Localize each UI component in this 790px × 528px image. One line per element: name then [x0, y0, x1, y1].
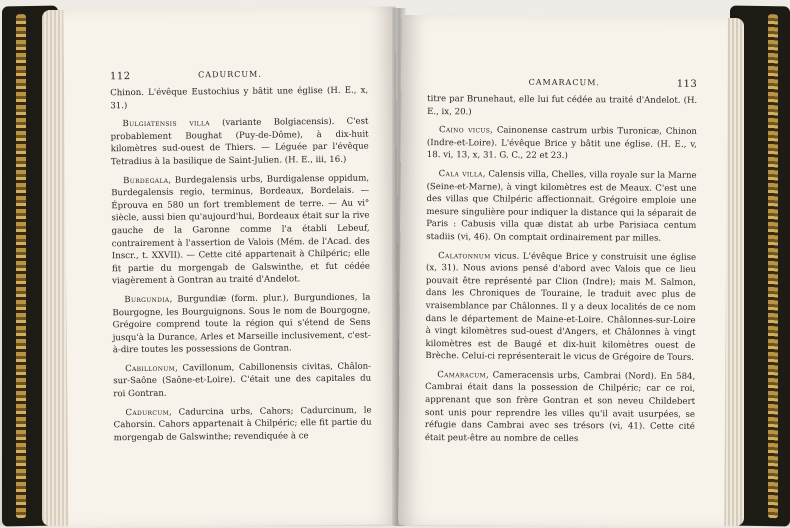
- left-page: [63, 6, 400, 527]
- paragraph: Calatonnum vicus. L'évêque Brice y construisit une église (x, 31). Nous avions pensé d'abord avec Valois que ce lieu pouvait être représenté par Clion (Indre); mais M. Salmon, dans les Chroniques de Touraine, le traduit avec plus de vraisemblance par Châlonnes. Il y a deux localités de ce nom dans le département de Maine-et-Loire. Châlonnes-sur-Loire à vingt kilomètres sud-ouest d'Angers, et Châlonnes à vingt kilomètres est de Baugé et dix-huit kilomètres ouest de Brèche. Celui-ci représenterait le vicus de Grégoire de Tours.: [425, 250, 697, 364]
- gilt-ornament-left: [16, 14, 26, 518]
- left-page-text: [64, 82, 400, 445]
- right-page: [398, 15, 728, 527]
- paragraph: Burdegala, Burdegalensis urbs, Burdigalense oppidum, Burdegalensis regio, terminus, Bordeaux, Bordelais. — Éprouva en 580 un fort tremblement de terre. — Au vi° siècle, aussi bien qu'aujourd'hui, Bordeaux était sur la rive gauche de la Garonne comme l'a établi Lebeuf, contrairement à l'assertion de Valois (Mém. de l'Acad. des Inscr., t. XXVII). — Cette cité appartenait à Chilpéric; elle fit partie du morgengab de Galswinthe, et fut cédée viagèrement à Gontran au traité d'Andelot.: [111, 173, 371, 287]
- paragraph: Chinon. L'évêque Eustochius y bâtit une église (H. E., x, 31.): [110, 85, 369, 111]
- paragraph: Bulgiatensis villa (variante Bolgiacensis). C'est probablement Boughat (Puy-de-Dôme), à dix-huit kilomètres sud-ouest de Thiers. — Léguée par l'évêque Tetradius à la basilique de Saint-Julien. (H. E., iii, 16.): [110, 116, 369, 168]
- right-page-text: [399, 91, 727, 447]
- paragraph: titre par Brunehaut, elle lui fut cédée au traité d'Andelot. (H. E., ix, 20.): [427, 94, 698, 117]
- right-page-number: 113: [676, 78, 698, 90]
- paragraph: Cadurcum, Cadurcina urbs, Cahors; Cadurcinum, le Cahorsin. Cahors appartenait à Chilpéric; elle fit partie du morgengab de Galswinthe; revendiquée à ce: [113, 405, 372, 444]
- gilt-ornament-right: [768, 14, 778, 518]
- paragraph: Cabillonum, Cavillonum, Cabillonensis civitas, Châlon-sur-Saône (Saône-et-Loire). C'était une des capitales du roi Gontran.: [113, 361, 372, 400]
- right-head-title: CAMARACUM.: [528, 77, 600, 88]
- paragraph: Caino vicus, Cainonense castrum urbis Turonicæ, Chinon (Indre-et-Loire). L'évêque Brice y bâtit une église. (H. E., v, 18. vi, 13, x, 31. G. C., 22 et 23.): [426, 125, 697, 162]
- right-running-head: [401, 77, 727, 93]
- paragraph: Camaracum, Cameracensis urbs, Cambrai (Nord). En 584, Cambrai était dans la possession de Chilpéric; car ce roi, apprenant que son frère Gontran et son neveu Childebert sont unis pour reprendre les villes qu'il avait usurpées, se réfugie dans Cambrai avec ses trésors (vi, 41). Cette cité était peut-être au nombre de celles: [424, 369, 696, 444]
- left-head-title: CADURCUM.: [198, 69, 262, 80]
- paragraph: Burgundia, Burgundiæ (form. plur.), Burgundiones, la Bourgogne, les Bourguignons. Sous le nom de Bourgogne, Grégoire comprend toute la région qui s'étend de Sens jusqu'à la Durance, Arles et Marseille inclusivement, c'est-à-dire toutes les possessions de Gontran.: [112, 292, 371, 356]
- paragraph: Cala villa, Calensis villa, Chelles, villa royale sur la Marne (Seine-et-Marne), à vingt kilomètres est de Meaux. C'est une des villas que Chilpéric affectionnait. Grégoire emploie une mesure singulière pour indiquer la distance qui la séparait de Paris : Cabusis villa quæ distat ab urbe Parisiaca centum stadiis (vi, 46). On comptait ordinairement par milles.: [426, 169, 697, 244]
- left-page-number: 112: [109, 71, 131, 83]
